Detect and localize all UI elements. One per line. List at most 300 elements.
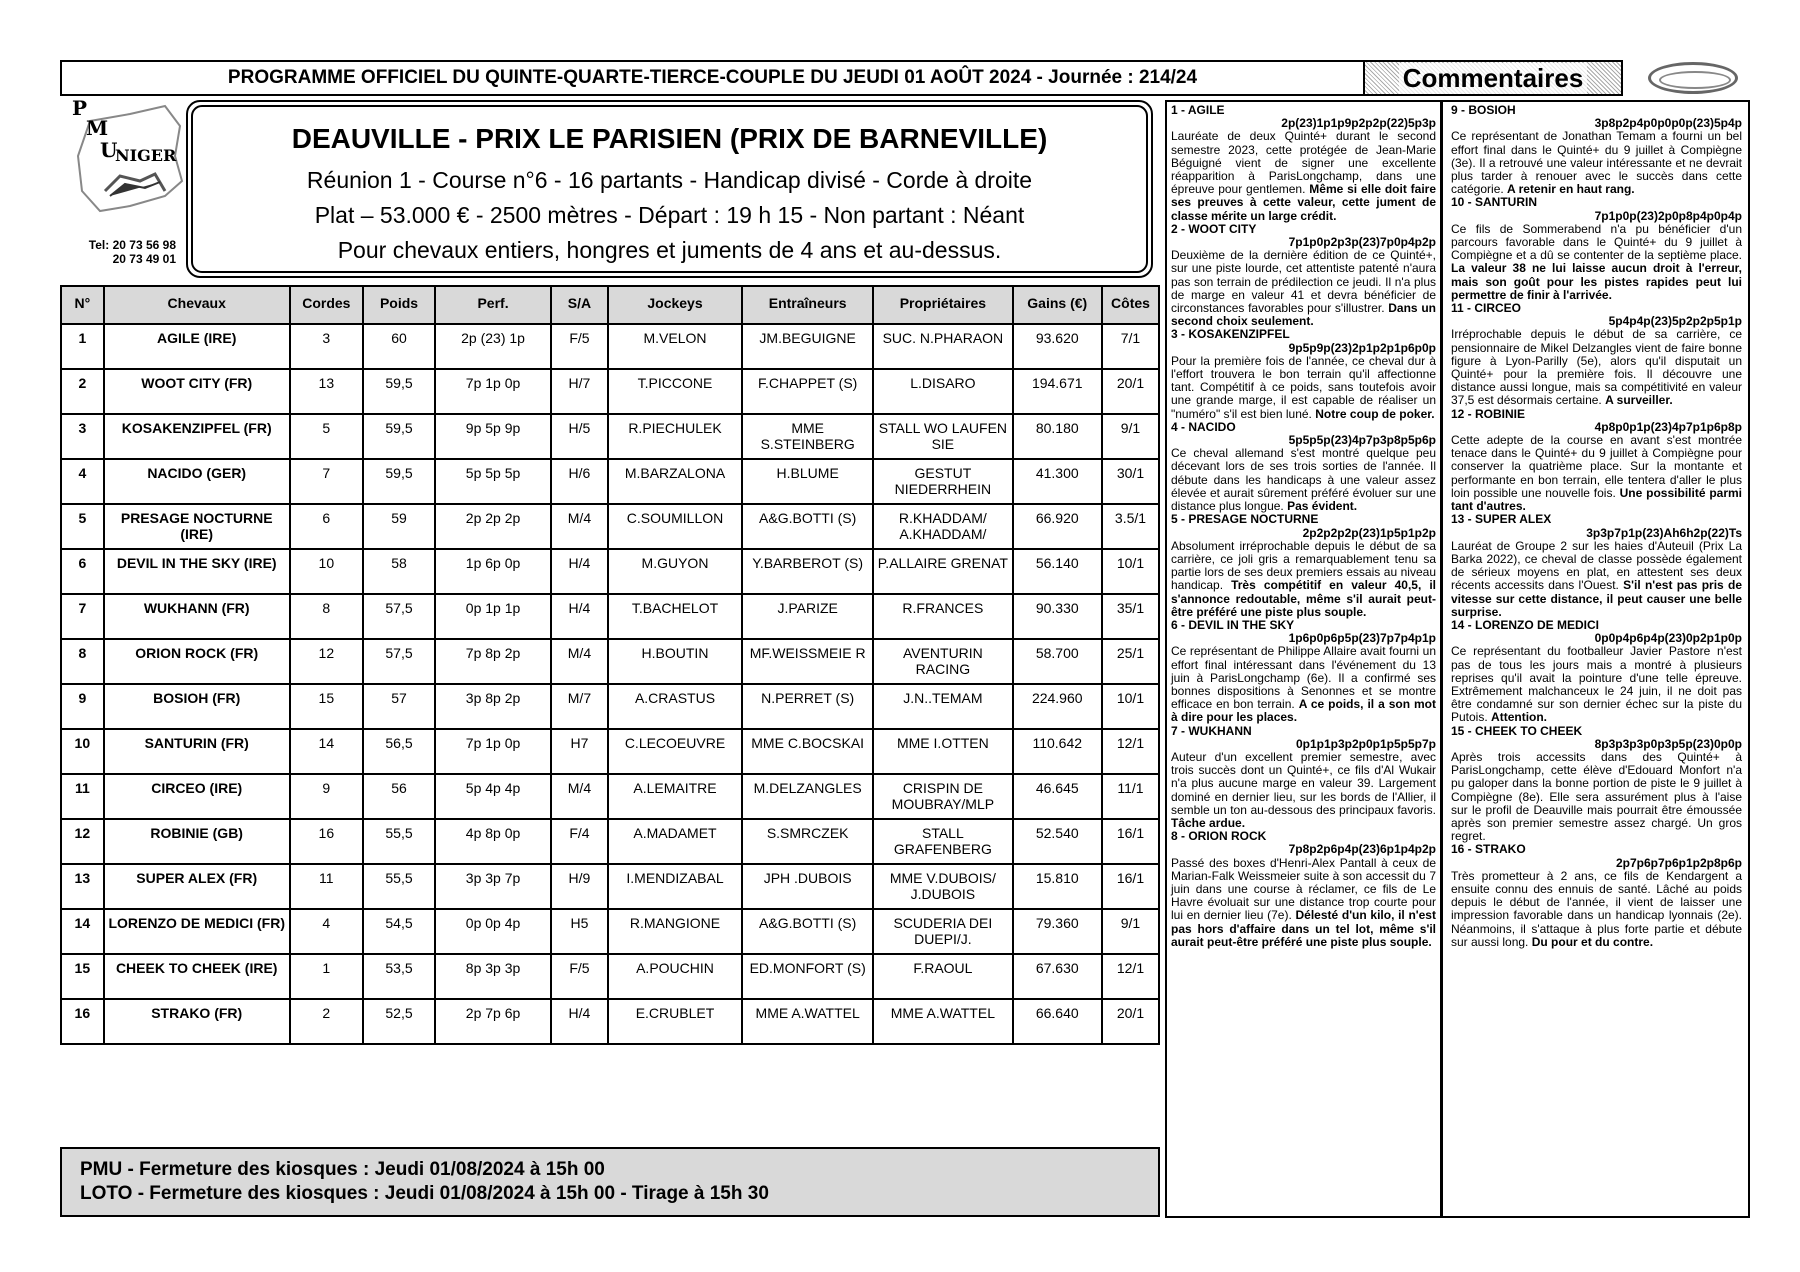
jockey: M.GUYON: [608, 549, 742, 594]
comment-body: Auteur d'un excellent premier semestre, avec trois succès dont un Quinté+, ce fils d'Al Wukair n'a plus aucune marge en valeur 39. Largement dominé en dernier lieu, sur les bords de l'Allier, il semble un ton au-dessous des principaux favoris.: [1171, 749, 1436, 817]
comment-entry: [1451, 104, 1742, 196]
runner-number: 13: [61, 864, 104, 909]
pmu-niger-logo: [70, 96, 185, 236]
jockey: M.BARZALONA: [608, 459, 742, 504]
weight: 60: [363, 324, 435, 369]
column-header: Côtes: [1102, 286, 1159, 324]
comment-body: Ce représentant de Philippe Allaire avait fourni un effort final intéressant dans l'événement du 13 juin à ParisLongchamp (6e). Il a confirmé ses bonnes dispositions à Senonnes et se montre efficace en bon terrain.: [1171, 644, 1436, 712]
owner: CRISPIN DE MOUBRAY/MLP: [873, 774, 1012, 819]
comment-verdict: Très compétitif en valeur 40,5, il s'annonce redoutable, même s'il aurait peut-être préféré une piste plus souple.: [1171, 578, 1437, 619]
table-row: [61, 459, 1159, 504]
jockey: C.SOUMILLON: [608, 504, 742, 549]
runner-number: 8: [61, 639, 104, 684]
comment-verdict: Délesté d'un kilo, il n'est pas hors d'affaire dans un tel lot, même s'il aurait peut-être préféré une piste plus souple.: [1171, 908, 1436, 949]
race-details-1: Réunion 1 - Course n°6 - 16 partants - Handicap divisé - Corde à droite: [306, 167, 1033, 193]
race-title: DEAUVILLE - PRIX LE PARISIEN (PRIX DE BARNEVILLE): [291, 123, 1048, 154]
owner: SCUDERIA DEI DUEPI/J.: [873, 909, 1012, 954]
draw: 16: [290, 819, 363, 864]
comment-entry: [1171, 619, 1436, 725]
performance: 0p 0p 4p: [435, 909, 551, 954]
runner-number: 5: [61, 504, 104, 549]
trainer: JM.BEGUIGNE: [742, 324, 873, 369]
comment-verdict: A ce poids, il a son mot à dire pour les places.: [1171, 697, 1437, 725]
owner: AVENTURIN RACING: [873, 639, 1012, 684]
horse-name: CIRCEO (IRE): [104, 774, 290, 819]
weight: 56,5: [363, 729, 435, 774]
weight: 54,5: [363, 909, 435, 954]
comment-performances: 8p3p3p3p0p3p5p(23)0p0p: [1594, 736, 1742, 751]
owner: SUC. N.PHARAON: [873, 324, 1012, 369]
sex-age: H/5: [551, 414, 608, 459]
earnings: 66.640: [1013, 999, 1102, 1044]
earnings: 93.620: [1013, 324, 1102, 369]
column-header: Cordes: [290, 286, 363, 324]
odds: 7/1: [1102, 324, 1159, 369]
performance: 2p 2p 2p: [435, 504, 551, 549]
horse-name: SANTURIN (FR): [104, 729, 290, 774]
runner-number: 9: [61, 684, 104, 729]
comments-title-box: [1365, 60, 1623, 96]
column-header: S/A: [551, 286, 608, 324]
comment-verdict: Du pour et du contre.: [1531, 934, 1654, 949]
comment-text: [1171, 447, 1436, 513]
horse-name: ORION ROCK (FR): [104, 639, 290, 684]
earnings: 41.300: [1013, 459, 1102, 504]
draw: 8: [290, 594, 363, 639]
horse-name: PRESAGE NOCTURNE (IRE): [104, 504, 290, 549]
sex-age: M/7: [551, 684, 608, 729]
comment-body: Passé des boxes d'Henri-Alex Pantall à ceux de Marian-Falk Weissmeier suite à son accessit du 7 juin dans une course à réclamer, ce fils de Le Havre évoluait sur une distance trop courte pour lui en dernier lieu (7e).: [1171, 855, 1436, 923]
program-header: [60, 60, 1365, 96]
earnings: 67.630: [1013, 954, 1102, 999]
comment-horse-heading: 15 - CHEEK TO CHEEK: [1451, 723, 1583, 738]
draw: 5: [290, 414, 363, 459]
trainer: ED.MONFORT (S): [742, 954, 873, 999]
table-row: [61, 369, 1159, 414]
column-header: Poids: [363, 286, 435, 324]
horse-name: WOOT CITY (FR): [104, 369, 290, 414]
logo-u: U: [100, 138, 118, 162]
comment-verdict: Notre coup de poker.: [1315, 406, 1435, 421]
tel-2: 20 73 49 01: [112, 252, 176, 266]
sex-age: M/4: [551, 774, 608, 819]
runners-table: [60, 285, 1160, 1045]
comments-title: Commentaires: [1399, 63, 1588, 94]
horse-name: DEVIL IN THE SKY (IRE): [104, 549, 290, 594]
comment-performances: 1p6p0p6p5p(23)7p7p4p1p: [1288, 631, 1436, 646]
table-row: [61, 324, 1159, 369]
tel-1: 20 73 56 98: [112, 238, 176, 252]
comment-entry: [1171, 223, 1436, 329]
comment-horse-heading: 7 - WUKHANN: [1171, 723, 1252, 738]
comment-performances: 0p0p4p6p4p(23)0p2p1p0p: [1594, 631, 1742, 646]
horse-name: ROBINIE (GB): [104, 819, 290, 864]
table-row: [61, 414, 1159, 459]
table-row: [61, 774, 1159, 819]
comment-body: Ce représentant de Jonathan Temam a fourni un bel effort final dans le Quinté+ du 9 juillet à Compiègne (3e). Il a retrouvé une valeur intéressante et ne devrait plus tarder à renouer avec le succès dans cette catégorie.: [1451, 129, 1742, 197]
comment-text: [1451, 870, 1742, 949]
comment-body: Cette adepte de la course en avant s'est montrée tenace dans le Quinté+ du 9 juillet à Compiègne pour conserver la quatrième place. Sur la montante et performante en bon terrain, elle tentera d'aller le plus loin possible une nouvelle fois.: [1451, 433, 1742, 500]
comment-horse-heading: 12 - ROBINIE: [1451, 406, 1526, 421]
runner-number: 1: [61, 324, 104, 369]
performance: 9p 5p 9p: [435, 414, 551, 459]
column-header: Propriétaires: [873, 286, 1012, 324]
odds: 30/1: [1102, 459, 1159, 504]
comment-performances: 0p1p1p3p2p0p1p5p5p7p: [1295, 736, 1436, 751]
owner: R.FRANCES: [873, 594, 1012, 639]
comment-horse-heading: 14 - LORENZO DE MEDICI: [1451, 617, 1600, 632]
comment-verdict: S'il n'est pas pris de vitesse sur cette distance, il peut causer une belle surprise.: [1451, 578, 1742, 619]
sex-age: H/7: [551, 369, 608, 414]
earnings: 110.642: [1013, 729, 1102, 774]
performance: 2p (23) 1p: [435, 324, 551, 369]
comment-horse-heading: 11 - CIRCEO: [1451, 301, 1522, 316]
comment-performances: 4p8p0p1p(23)4p7p1p6p8p: [1594, 419, 1742, 434]
comment-performances: 7p1p0p(23)2p0p8p4p0p4p: [1594, 208, 1742, 223]
earnings: 224.960: [1013, 684, 1102, 729]
weight: 57,5: [363, 594, 435, 639]
owner: GESTUT NIEDERRHEIN: [873, 459, 1012, 504]
trainer: A&G.BOTTI (S): [742, 504, 873, 549]
comment-body: Ce fils de Sommerabend n'a pu bénéficier d'un parcours favorable dans le Quinté+ du 9 juillet à Compiègne et a dû se contenter de la septième place.: [1451, 221, 1742, 263]
weight: 58: [363, 549, 435, 594]
comment-horse-heading: 9 - BOSIOH: [1451, 103, 1516, 117]
comment-text: [1451, 130, 1742, 196]
draw: 9: [290, 774, 363, 819]
draw: 7: [290, 459, 363, 504]
jockey: R.MANGIONE: [608, 909, 742, 954]
performance: 3p 8p 2p: [435, 684, 551, 729]
trainer: A&G.BOTTI (S): [742, 909, 873, 954]
logo-m: M: [86, 116, 109, 140]
draw: 10: [290, 549, 363, 594]
jockey: E.CRUBLET: [608, 999, 742, 1044]
comment-horse-heading: 6 - DEVIL IN THE SKY: [1171, 617, 1295, 632]
sex-age: H/4: [551, 999, 608, 1044]
performance: 8p 3p 3p: [435, 954, 551, 999]
draw: 13: [290, 369, 363, 414]
draw: 6: [290, 504, 363, 549]
draw: 2: [290, 999, 363, 1044]
draw: 1: [290, 954, 363, 999]
comment-verdict: La valeur 38 ne lui laisse aucun droit à l'erreur, mais son goût pour les pistes rapides peut lui permettre de finir à l'arrivée.: [1451, 261, 1742, 302]
comment-entry: [1451, 196, 1742, 302]
horse-name: NACIDO (GER): [104, 459, 290, 504]
horse-name: LORENZO DE MEDICI (FR): [104, 909, 290, 954]
performance: 5p 4p 4p: [435, 774, 551, 819]
comment-horse-heading: 5 - PRESAGE NOCTURNE: [1171, 512, 1319, 527]
table-row: [61, 684, 1159, 729]
performance: 0p 1p 1p: [435, 594, 551, 639]
weight: 56: [363, 774, 435, 819]
jockey: H.BOUTIN: [608, 639, 742, 684]
horse-name: WUKHANN (FR): [104, 594, 290, 639]
comment-text: [1171, 540, 1436, 619]
trainer: Y.BARBEROT (S): [742, 549, 873, 594]
weight: 55,5: [363, 819, 435, 864]
horse-name: AGILE (IRE): [104, 324, 290, 369]
comment-performances: 5p5p5p(23)4p7p3p8p5p6p: [1288, 433, 1436, 448]
comment-performances: 5p4p4p(23)5p2p2p5p1p: [1608, 314, 1742, 329]
draw: 15: [290, 684, 363, 729]
odds: 10/1: [1102, 549, 1159, 594]
performance: 7p 1p 0p: [435, 369, 551, 414]
comment-text: [1171, 645, 1436, 724]
comment-text: [1451, 540, 1742, 619]
owner: STALL GRAFENBERG: [873, 819, 1012, 864]
comment-performances: 7p1p0p2p3p(23)7p0p4p2p: [1288, 235, 1436, 250]
tel-label: Tel:: [88, 238, 110, 252]
program-title: PROGRAMME OFFICIEL DU QUINTE-QUARTE-TIERCE-COUPLE DU JEUDI 01 AOÛT 2024 - Journée : 214/24: [227, 67, 1198, 88]
runner-number: 10: [61, 729, 104, 774]
owner: R.KHADDAM/ A.KHADDAM/: [873, 504, 1012, 549]
horse-name: STRAKO (FR): [104, 999, 290, 1044]
earnings: 79.360: [1013, 909, 1102, 954]
odds: 10/1: [1102, 684, 1159, 729]
table-row: [61, 954, 1159, 999]
table-row: [61, 999, 1159, 1044]
jockey: T.BACHELOT: [608, 594, 742, 639]
sex-age: M/4: [551, 639, 608, 684]
performance: 7p 8p 2p: [435, 639, 551, 684]
jockey: R.PIECHULEK: [608, 414, 742, 459]
sex-age: M/4: [551, 504, 608, 549]
comment-verdict: Attention.: [1491, 710, 1548, 725]
comment-entry: [1451, 725, 1742, 844]
comment-text: [1171, 751, 1436, 830]
comment-entry: [1451, 408, 1742, 514]
comment-entry: [1171, 513, 1436, 619]
comment-entry: [1171, 725, 1436, 831]
performance: 4p 8p 0p: [435, 819, 551, 864]
column-header: Entraîneurs: [742, 286, 873, 324]
owner: STALL WO LAUFEN SIE: [873, 414, 1012, 459]
odds: 35/1: [1102, 594, 1159, 639]
table-row: [61, 819, 1159, 864]
table-row: [61, 594, 1159, 639]
column-header: Perf.: [435, 286, 551, 324]
telephone-block: [66, 238, 176, 266]
odds: 9/1: [1102, 909, 1159, 954]
comment-verdict: A surveiller.: [1605, 393, 1673, 408]
odds: 11/1: [1102, 774, 1159, 819]
owner: F.RAOUL: [873, 954, 1012, 999]
closing-times-box: [60, 1147, 1160, 1217]
runner-number: 4: [61, 459, 104, 504]
odds: 16/1: [1102, 864, 1159, 909]
jockey: T.PICCONE: [608, 369, 742, 414]
earnings: 15.810: [1013, 864, 1102, 909]
weight: 52,5: [363, 999, 435, 1044]
draw: 4: [290, 909, 363, 954]
comment-text: [1451, 434, 1742, 513]
lonani-logo: [1648, 62, 1738, 94]
trainer: MF.WEISSMEIE R: [742, 639, 873, 684]
logo-niger: NIGER: [115, 146, 177, 165]
comment-performances: 2p(23)1p1p9p2p2p(22)5p3p: [1281, 116, 1436, 131]
owner: MME I.OTTEN: [873, 729, 1012, 774]
comment-horse-heading: 3 - KOSAKENZIPFEL: [1171, 327, 1290, 342]
sex-age: H/9: [551, 864, 608, 909]
jockey: A.POUCHIN: [608, 954, 742, 999]
comment-verdict: Une possibilité parmi tant d'autres.: [1451, 485, 1743, 514]
horse-name: BOSIOH (FR): [104, 684, 290, 729]
earnings: 66.920: [1013, 504, 1102, 549]
jockey: I.MENDIZABAL: [608, 864, 742, 909]
draw: 11: [290, 864, 363, 909]
table-row: [61, 549, 1159, 594]
comment-body: Ce cheval allemand s'est montré quelque peu décevant lors de ses trois sorties de l'année. Il débute dans les handicaps à une valeur assez élevée et aurait sûrement préféré évoluer sur une distance plus longue.: [1171, 446, 1436, 514]
jockey: A.MADAMET: [608, 819, 742, 864]
comments-column-right: [1442, 100, 1750, 1218]
horse-name: SUPER ALEX (FR): [104, 864, 290, 909]
comment-entry: [1451, 513, 1742, 619]
comment-text: [1171, 355, 1436, 421]
jockey: M.VELON: [608, 324, 742, 369]
comment-body: Deuxième de la dernière édition de ce Quinté+, sur une piste lourde, cet attentiste patenté n'aura pas son terrain de prédilection ce jeudi. Il n'a plus de marge en valeur 41 et devra bénéficier de circonstances favorables pour s'illustrer.: [1171, 248, 1436, 316]
race-details-2: Plat – 53.000 € - 2500 mètres - Départ : 19 h 15 - Non partant : Néant: [314, 202, 1025, 228]
comment-entry: [1451, 302, 1742, 408]
trainer: MME A.WATTEL: [742, 999, 873, 1044]
runner-number: 16: [61, 999, 104, 1044]
odds: 9/1: [1102, 414, 1159, 459]
comment-entry: [1171, 104, 1436, 223]
owner: MME A.WATTEL: [873, 999, 1012, 1044]
earnings: 80.180: [1013, 414, 1102, 459]
comment-text: [1171, 857, 1436, 949]
comment-performances: 7p8p2p6p4p(23)6p1p4p2p: [1288, 842, 1436, 857]
comment-entry: [1451, 843, 1742, 949]
performance: 5p 5p 5p: [435, 459, 551, 504]
draw: 12: [290, 639, 363, 684]
comment-performances: 2p2p2p2p(23)1p5p1p2p: [1302, 525, 1436, 540]
sex-age: H/4: [551, 594, 608, 639]
column-header: Gains (€): [1013, 286, 1102, 324]
table-row: [61, 729, 1159, 774]
comment-text: [1171, 130, 1436, 222]
comment-verdict: A retenir en haut rang.: [1507, 182, 1635, 197]
odds: 25/1: [1102, 639, 1159, 684]
pmu-closing: PMU - Fermeture des kiosques : Jeudi 01/08/2024 à 15h 00: [80, 1159, 605, 1180]
runner-number: 11: [61, 774, 104, 819]
trainer: H.BLUME: [742, 459, 873, 504]
odds: 20/1: [1102, 369, 1159, 414]
trainer: S.SMRCZEK: [742, 819, 873, 864]
owner: L.DISARO: [873, 369, 1012, 414]
odds: 3.5/1: [1102, 504, 1159, 549]
table-header-row: [61, 286, 1159, 324]
sex-age: F/5: [551, 324, 608, 369]
owner: J.N..TEMAM: [873, 684, 1012, 729]
comment-entry: [1171, 328, 1436, 420]
comment-body: Très prometteur à 2 ans, ce fils de Kendargent a ensuite connu des ennuis de santé. Lâché au poids depuis le début de l'année, il vient de laisser une impression favorable dans un handicap lyonnais (2e). Néanmoins, il s'attaque à plus forte partie et débute sur aussi long.: [1451, 868, 1742, 949]
performance: 1p 6p 0p: [435, 549, 551, 594]
draw: 3: [290, 324, 363, 369]
comment-body: Lauréate de deux Quinté+ durant le second semestre 2023, cette protégée de Jean-Marie Béguigné vient de signer une excellente réapparition à ParisLongchamp, dans une épreuve pour gentlemen.: [1171, 129, 1436, 197]
runner-number: 14: [61, 909, 104, 954]
trainer: F.CHAPPET (S): [742, 369, 873, 414]
comment-entry: [1171, 421, 1436, 513]
comment-body: Lauréat de Groupe 2 sur les haies d'Auteuil (Prix La Barka 2022), ce cheval de classe possède également de sérieux moyens en plat, en attestent ses deux récents accessits dans l'Ouest.: [1451, 538, 1742, 593]
comment-verdict: Tâche ardue.: [1171, 815, 1246, 830]
earnings: 58.700: [1013, 639, 1102, 684]
runner-number: 15: [61, 954, 104, 999]
trainer: MME S.STEINBERG: [742, 414, 873, 459]
odds: 12/1: [1102, 954, 1159, 999]
comment-verdict: Même si elle doit faire ses preuves à cette valeur, cette jument de classe mérite un large crédit.: [1171, 182, 1436, 223]
earnings: 56.140: [1013, 549, 1102, 594]
weight: 59,5: [363, 459, 435, 504]
comment-performances: 3p3p7p1p(23)Ah6h2p(22)Ts: [1586, 525, 1742, 540]
runner-number: 2: [61, 369, 104, 414]
race-info-box: [186, 100, 1153, 278]
comment-text: [1451, 223, 1742, 302]
comment-text: [1451, 751, 1742, 843]
performance: 2p 7p 6p: [435, 999, 551, 1044]
sex-age: H/6: [551, 459, 608, 504]
table-row: [61, 909, 1159, 954]
owner: P.ALLAIRE GRENAT: [873, 549, 1012, 594]
performance: 7p 1p 0p: [435, 729, 551, 774]
comment-verdict: Pas évident.: [1287, 499, 1358, 514]
earnings: 52.540: [1013, 819, 1102, 864]
comment-text: [1171, 249, 1436, 328]
weight: 57: [363, 684, 435, 729]
weight: 59,5: [363, 414, 435, 459]
loto-closing: LOTO - Fermeture des kiosques : Jeudi 01/08/2024 à 15h 00 - Tirage à 15h 30: [80, 1183, 769, 1204]
comments-column-left: [1165, 100, 1442, 1218]
logo-p: P: [72, 96, 88, 120]
comment-performances: 9p5p9p(23)2p1p2p1p6p0p: [1288, 340, 1436, 355]
jockey: A.CRASTUS: [608, 684, 742, 729]
comment-horse-heading: 8 - ORION ROCK: [1171, 829, 1267, 844]
comment-horse-heading: 2 - WOOT CITY: [1171, 221, 1257, 236]
comment-horse-heading: 10 - SANTURIN: [1451, 195, 1538, 210]
trainer: N.PERRET (S): [742, 684, 873, 729]
comment-entry: [1171, 830, 1436, 949]
sex-age: H7: [551, 729, 608, 774]
jockey: C.LECOEUVRE: [608, 729, 742, 774]
trainer: M.DELZANGLES: [742, 774, 873, 819]
odds: 16/1: [1102, 819, 1159, 864]
odds: 20/1: [1102, 999, 1159, 1044]
earnings: 46.645: [1013, 774, 1102, 819]
owner: MME V.DUBOIS/ J.DUBOIS: [873, 864, 1012, 909]
runner-number: 12: [61, 819, 104, 864]
comment-performances: 2p7p6p7p6p1p2p8p6p: [1615, 855, 1742, 870]
comment-body: Ce représentant du footballeur Javier Pastore n'est pas de tous les jours mais a montré à plusieurs reprises qu'il avait la pointure d'une telle épreuve. Extrêmement malchanceux le 24 juin, il ne doit pas être condamné sur son dernier échec sur la piste du Putois.: [1451, 644, 1742, 725]
runner-number: 6: [61, 549, 104, 594]
performance: 3p 3p 7p: [435, 864, 551, 909]
comment-body: Irréprochable depuis le début de sa carrière, ce pensionnaire de Mikel Delzangles vient de faire bonne figure à Lyon-Parilly (5e), alors qu'il disputait un Quinté+ pour la première fois. Il découvre une distance aussi longue, mais sa compétitivité en valeur 37,5 est désormais certaine.: [1451, 327, 1742, 408]
sex-age: H/4: [551, 549, 608, 594]
sex-age: F/5: [551, 954, 608, 999]
comment-body: Après trois accessits dans des Quinté+ à ParisLongchamp, cette élève d'Edouard Monfort n'a pu galoper dans la bonne portion de piste le 9 juillet à Compiègne (8e). Elle sera assurément plus à l'aise sur le profil de Deauville mais pourrait être émoussée après son premier semestre assez chargé. Un gros regret.: [1451, 749, 1742, 844]
comment-performances: 3p8p2p4p0p0p0p(23)5p4p: [1594, 116, 1742, 131]
jockey: A.LEMAITRE: [608, 774, 742, 819]
weight: 55,5: [363, 864, 435, 909]
runner-number: 7: [61, 594, 104, 639]
comment-body: Pour la première fois de l'année, ce cheval dur à l'effort trouvera le bon terrain qu'il affectionne tant. Compétitif à ce poids, sans toutefois avoir une grande marge, il est capable de réaliser un "numéro" s'il est bien luné.: [1171, 353, 1436, 421]
weight: 59: [363, 504, 435, 549]
sex-age: F/4: [551, 819, 608, 864]
weight: 59,5: [363, 369, 435, 414]
column-header: Jockeys: [608, 286, 742, 324]
table-row: [61, 639, 1159, 684]
draw: 14: [290, 729, 363, 774]
comment-horse-heading: 16 - STRAKO: [1451, 842, 1526, 857]
sex-age: H5: [551, 909, 608, 954]
